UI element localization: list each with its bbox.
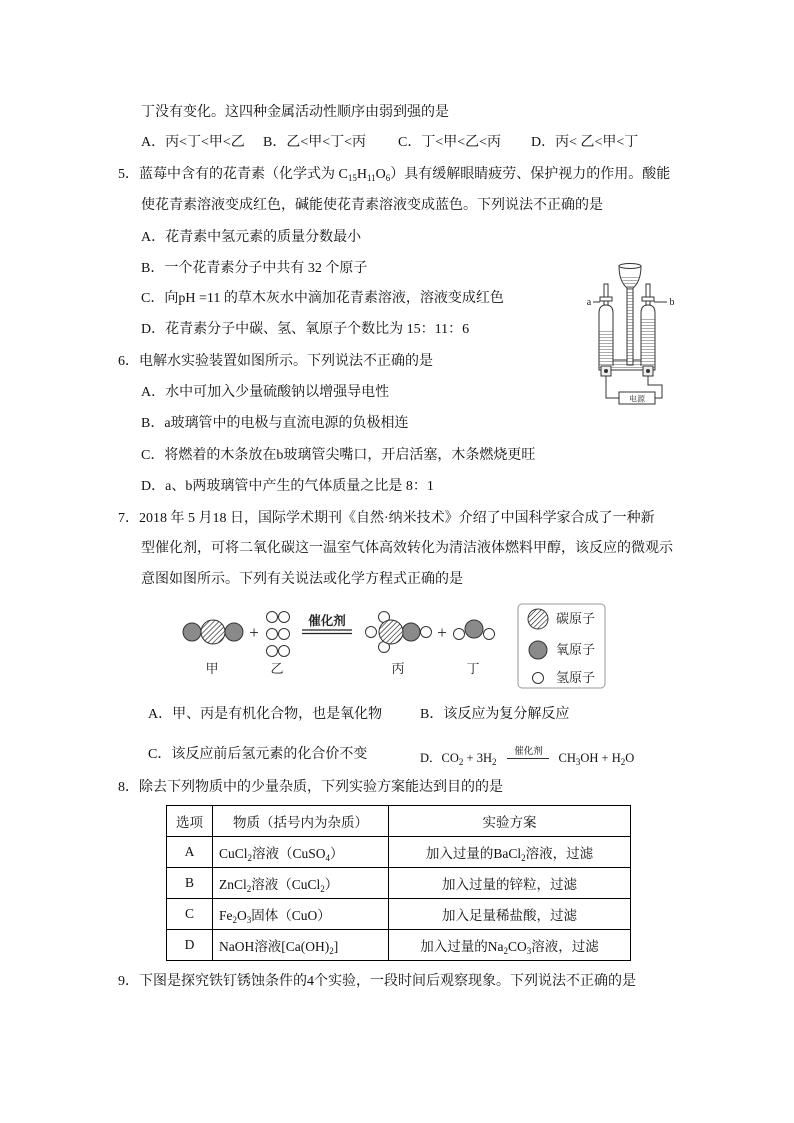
q5-option-b: B．一个花青素分子中共有 32 个原子 — [141, 261, 368, 276]
legend-hydrogen: 氢原子 — [556, 670, 596, 685]
equation-reactants: D．$CO_2 + 3H_2$ — [420, 751, 497, 767]
cell-method: 加入过量的BaCl$_2$溶液，过滤 — [389, 837, 631, 868]
q6-option-c: C．将燃着的木条放在b玻璃管尖嘴口，开启活塞，木条燃烧更旺 — [141, 448, 536, 463]
column-header: 物质（括号内为杂质） — [213, 806, 389, 837]
oxygen-atom — [465, 620, 483, 638]
atom-legend — [518, 604, 605, 688]
subscript: 6 — [385, 173, 391, 183]
oxygen-atom-legend-icon — [529, 641, 547, 659]
subscript: 2 — [521, 853, 526, 863]
q6-option-d: D．a、b两玻璃管中产生的气体质量之比是 8：1 — [141, 479, 434, 494]
catalyst-label: 催化剂 — [308, 614, 346, 628]
cell-substance: CuCl$_2$溶液（CuSO$_4$） — [213, 837, 389, 868]
q4-option-d: D．丙< 乙<甲<丁 — [531, 135, 639, 150]
q5-option-a: A．花青素中氢元素的质量分数最小 — [141, 230, 362, 245]
table-row — [167, 837, 631, 868]
plus-sign: + — [249, 623, 259, 642]
legend-carbon: 碳原子 — [556, 611, 596, 626]
q4-option-c: C．丁<甲<乙<丙 — [398, 135, 502, 150]
q4-option-a: A．丙<丁<甲<乙 — [141, 135, 245, 150]
label-yi: 乙 — [270, 661, 284, 676]
subscript: 15 — [347, 173, 357, 183]
q6-stem: 6．电解水实验装置如图所示。下列说法不正确的是 — [118, 354, 433, 369]
reaction-condition: 催化剂 — [514, 747, 543, 757]
column-header: 选项 — [167, 806, 213, 837]
legend-oxygen: 氧原子 — [556, 642, 596, 657]
hydrogen-atom — [279, 629, 290, 640]
cell-substance: NaOH溶液$[Ca(OH)_2]$ — [213, 930, 389, 961]
cell-option: B — [167, 868, 213, 899]
reaction-microscopic-diagram — [172, 598, 612, 692]
equation-products: $CH_3OH + H_2O$ — [558, 751, 635, 767]
q6-option-b: B．a玻璃管中的电极与直流电源的负极相连 — [141, 416, 409, 431]
center-tube — [627, 287, 633, 365]
label-b: b — [669, 297, 675, 308]
subscript: 2 — [458, 757, 464, 767]
q4-stem-continuation: 丁没有变化。这四种金属活动性顺序由弱到强的是 — [141, 105, 449, 120]
molecule-bing-methanol — [366, 612, 432, 653]
reaction-condition-arrow — [507, 746, 549, 767]
wire-left — [606, 376, 619, 398]
carbon-atom-legend-icon — [528, 609, 548, 629]
subscript: 2 — [232, 915, 237, 925]
carbon-atom — [379, 620, 403, 644]
table-row — [167, 868, 631, 899]
subscript: 2 — [320, 884, 325, 894]
q6-option-a: A．水中可加入少量硫酸钠以增强导电性 — [141, 385, 390, 400]
q7-stem-line-2: 型催化剂，可将二氧化碳这一温室气体高效转化为清洁液体燃料甲醇，该反应的微观示 — [141, 541, 673, 556]
molecule-jia-co2 — [183, 620, 243, 644]
oxygen-atom — [225, 623, 243, 641]
cell-method: 加入过量的锌粒，过滤 — [389, 868, 631, 899]
label-bing: 丙 — [391, 661, 405, 676]
hydrogen-atom-legend-icon — [533, 673, 544, 684]
q5-option-d: D．花青素分子中碳、氢、氧原子个数比为 15：11：6 — [141, 322, 470, 337]
q5-option-c: C．向pH =11 的草木灰水中滴加花青素溶液，溶液变成红色 — [141, 291, 504, 306]
cell-option: D — [167, 930, 213, 961]
subscript: 3 — [526, 946, 532, 956]
electrolysis-apparatus-figure — [578, 258, 698, 410]
label-a: a — [586, 297, 592, 308]
q5-stem-line-2: 使花青素溶液变成红色，碱能使花青素溶液变成蓝色。下列说法不正确的是 — [141, 198, 603, 213]
q8-stem: 8．除去下列物质中的少量杂质，下列实验方案能达到目的的是 — [118, 780, 503, 795]
q5-stem-line-1: 5．蓝莓中含有的花青素（化学式为 $C_{15}H_{11}O_6$）具有缓解眼睛疲劳、保护视力的作用。酸能 — [118, 167, 671, 183]
stopcock-b — [642, 297, 654, 301]
table-row — [167, 899, 631, 930]
cell-substance: $Fe_2O_3$固体（CuO） — [213, 899, 389, 930]
q7-stem-line-1: 7．2018 年 5 月18 日，国际学术期刊《自然·纳米技术》介绍了中国科学家合成了一种新 — [118, 511, 655, 526]
hydrogen-atom — [484, 629, 495, 640]
cell-method: 加入足量稀盐酸，过滤 — [389, 899, 631, 930]
stopcock-a — [600, 297, 612, 301]
subscript: 2 — [503, 946, 508, 956]
hydrogen-atom — [267, 629, 278, 640]
subscript: 2 — [329, 946, 334, 956]
hydrogen-atom — [279, 646, 290, 657]
table-row — [167, 930, 631, 961]
q7-option-d — [420, 737, 634, 767]
hydrogen-atom — [267, 612, 278, 623]
hydrogen-atom — [421, 627, 432, 638]
q8-table — [166, 805, 631, 961]
q7-option-c: C．该反应前后氢元素的化合价不变 — [148, 747, 368, 762]
cell-method: 加入过量的$Na_2CO_3$溶液，过滤 — [389, 930, 631, 961]
cell-option: C — [167, 899, 213, 930]
hydrogen-atom — [267, 646, 278, 657]
q7-option-a: A．甲、丙是有机化合物，也是氧化物 — [148, 707, 383, 722]
subscript: 2 — [620, 757, 626, 767]
plus-sign: + — [437, 623, 447, 642]
subscript: 3 — [575, 757, 581, 767]
subscript: 11 — [366, 173, 376, 183]
subscript: 2 — [247, 853, 253, 863]
cell-option: A — [167, 837, 213, 868]
subscript: 4 — [325, 853, 331, 863]
oxygen-atom — [402, 623, 420, 641]
reaction-arrow-line — [507, 758, 549, 759]
subscript: 3 — [246, 915, 252, 925]
hydrogen-atom — [454, 629, 465, 640]
table-header-row — [167, 806, 631, 837]
q7-stem-line-3: 意图如图所示。下列有关说法或化学方程式正确的是 — [141, 572, 463, 587]
column-header: 实验方案 — [389, 806, 631, 837]
q9-stem: 9．下图是探究铁钉锈蚀条件的4个实验，一段时间后观察现象。下列说法不正确的是 — [118, 974, 636, 989]
power-label: 电源 — [629, 394, 645, 404]
molecule-ding-water — [454, 620, 495, 640]
hydrogen-atom — [366, 627, 377, 638]
cell-substance: ZnCl$_2$溶液（CuCl$_2$） — [213, 868, 389, 899]
molecule-yi-h2 — [267, 612, 290, 657]
subscript: 2 — [246, 884, 252, 894]
oxygen-atom — [183, 623, 201, 641]
label-jia: 甲 — [205, 661, 219, 676]
label-ding: 丁 — [466, 661, 480, 676]
subscript: 2 — [491, 757, 497, 767]
q7-option-b: B．该反应为复分解反应 — [420, 707, 570, 722]
q4-option-b: B．乙<甲<丁<丙 — [263, 135, 367, 150]
hydrogen-atom — [279, 612, 290, 623]
carbon-atom — [201, 620, 225, 644]
